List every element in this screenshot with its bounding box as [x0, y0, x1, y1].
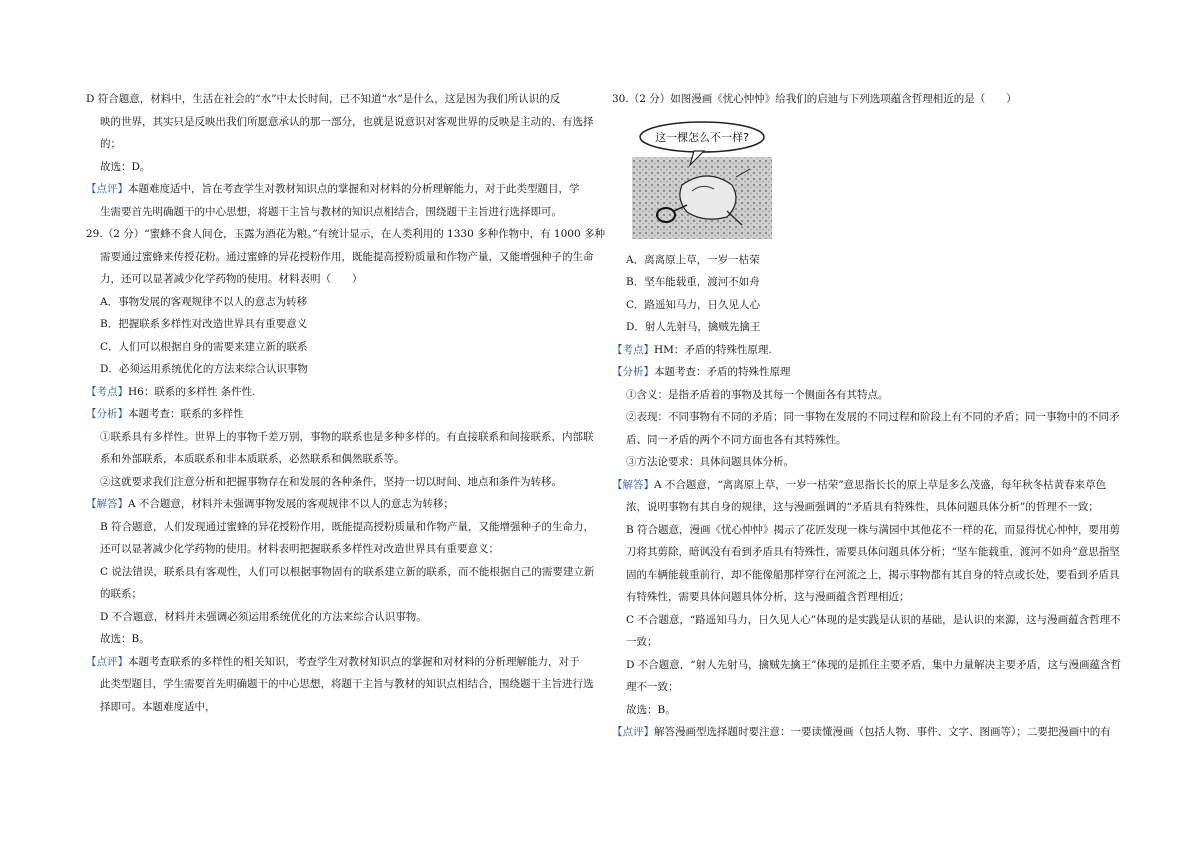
- text-line: [86, 516, 598, 539]
- line-text: 力，还可以显著减少化学药物的使用。材料表明（ ）: [100, 273, 363, 285]
- line-text: ①含义：是指矛盾着的事物及其每一个侧面各有其特点。: [626, 388, 889, 401]
- text-line: [612, 631, 1120, 654]
- text-line: [86, 156, 598, 179]
- text-line: [86, 628, 598, 651]
- line-text: 映的世界，其实只是反映出我们所愿意承认的那一部分，也就是说意识对客观世界的反映是主动的、有选择: [100, 115, 594, 128]
- text-line: [86, 223, 605, 246]
- line-text: 的；: [100, 138, 121, 150]
- section-tag: 【点评】: [86, 183, 128, 195]
- text-line: [612, 339, 1120, 362]
- text-line: [86, 111, 598, 134]
- text-line: [86, 201, 598, 224]
- line-text: 故选：D。: [100, 160, 151, 173]
- text-line: [86, 246, 598, 269]
- text-line: [86, 403, 598, 426]
- section-tag: 【分析】: [612, 366, 654, 378]
- text-line: [612, 676, 1120, 699]
- line-text: 需要通过蜜蜂来传授花粉。通过蜜蜂的异花授粉作用，既能提高授粉质量和作物产量，又能增强种子的生命: [100, 250, 594, 263]
- cartoon-caption: 这一棵怎么不一样?: [655, 130, 749, 144]
- text-line: [86, 358, 598, 381]
- line-text: 故选：B。: [100, 633, 150, 645]
- line-text: 浓，说明事物有其自身的规律，这与漫画强调的“矛盾具有特殊性，具体问题具体分析”的哲理不一致；: [626, 501, 1099, 513]
- line-text: 本题难度适中，旨在考查学生对教材知识点的掌握和对材料的分析理解能力，对于此类型题目，学: [128, 183, 580, 195]
- text-line: [86, 696, 598, 719]
- text-line: [86, 561, 598, 584]
- text-line: [86, 178, 598, 201]
- text-line: [86, 606, 598, 629]
- text-line: [612, 271, 1120, 294]
- text-line: [86, 426, 598, 449]
- text-line: [86, 291, 598, 314]
- line-text: D 符合题意，材料中，生活在社会的“水”中太长时间，已不知道“水”是什么，这是因为我们所认识的反: [86, 93, 561, 105]
- line-text: ③方法论要求：具体问题具体分析。: [626, 456, 794, 468]
- line-text: HM：矛盾的特殊性原理.: [654, 343, 772, 356]
- line-text: 的联系；: [100, 588, 142, 600]
- line-text: 解答漫画型选择题时要注意：一要读懂漫画（包括人物、事件、文字、图画等）；二要把漫画中的有: [654, 726, 1111, 738]
- line-text: A 不合题意，材料并未强调事物发展的客观规律不以人的意志为转移；: [128, 498, 454, 510]
- line-text: C．路遥知马力，日久见人心: [626, 298, 761, 311]
- text-line: [86, 336, 598, 359]
- line-text: 固的车辆能载重前行，却不能像船那样穿行在河流之上，揭示事物都有其自身的特点或长处，要看到矛盾具: [626, 568, 1120, 581]
- line-text: ②表现：不同事物有不同的矛盾；同一事物在发展的不同过程和阶段上有不同的矛盾；同一事物中的不同矛: [626, 411, 1120, 423]
- text-line: [86, 538, 598, 561]
- text-line: [612, 721, 1120, 744]
- line-text: D 不合题意，“射人先射马，擒贼先擒王”体现的是抓住主要矛盾，集中力量解决主要矛盾，这与漫画蕴含哲: [626, 658, 1121, 671]
- line-text: 刀将其剪除，暗讽没有看到矛盾具有特殊性，需要具体问题具体分析；“坚车能载重，渡河不如舟”意思指坚: [626, 546, 1120, 558]
- section-tag: 【解答】: [86, 498, 128, 510]
- line-text: 故选：B。: [626, 703, 676, 716]
- question-30-body: [612, 249, 1120, 744]
- text-line: [612, 429, 1120, 452]
- text-line: [86, 313, 598, 336]
- line-text: C 说法错误，联系具有客观性，人们可以根据事物固有的联系建立新的联系，而不能根据自己的需要建立新: [100, 565, 595, 578]
- line-text: B 符合题意，漫画《忧心忡忡》揭示了花匠发现一株与满园中其他花不一样的花，而显得忧心忡忡，要用剪: [626, 523, 1121, 536]
- line-text: B．把握联系多样性对改造世界具有重要意义: [100, 318, 308, 330]
- text-line: [86, 133, 598, 156]
- right-column: [612, 88, 1120, 744]
- line-text: 还可以显著减少化学药物的使用。材料表明把握联系多样性对改造世界具有重要意义；: [100, 543, 499, 555]
- text-line: [86, 88, 598, 111]
- line-text: 本题考查联系的多样性的相关知识，考查学生对教材知识点的掌握和对材料的分析理解能力，对于: [128, 655, 580, 668]
- text-line: [612, 384, 1120, 407]
- section-tag: 【点评】: [612, 726, 654, 738]
- text-line: [86, 583, 598, 606]
- line-text: 本题考查：矛盾的特殊性原理: [654, 366, 791, 378]
- line-text: 有特殊性，需要具体问题具体分析，这与漫画蕴含哲理相近；: [626, 591, 910, 603]
- line-text: D．射人先射马，擒贼先擒王: [626, 321, 761, 333]
- line-text: 系和外部联系，本质联系和非本质联系，必然联系和偶然联系等。: [100, 453, 405, 465]
- text-line: [612, 474, 1120, 497]
- text-line: [86, 471, 598, 494]
- text-line: [612, 564, 1120, 587]
- text-line: [86, 381, 598, 404]
- text-line: [86, 448, 598, 471]
- section-tag: 【解答】: [612, 478, 654, 491]
- text-line: [612, 316, 1120, 339]
- line-text: D．必须运用系统优化的方法来综合认识事物: [100, 363, 308, 375]
- section-tag: 【考点】: [86, 385, 128, 398]
- line-text: A．离离原上草，一岁一枯荣: [626, 253, 760, 266]
- line-text: 一致；: [626, 636, 658, 648]
- line-text: C．人们可以根据自身的需要来建立新的联系: [100, 340, 308, 353]
- line-text: B．坚车能载重，渡河不如舟: [626, 276, 760, 288]
- text-line: [612, 249, 1120, 272]
- cartoon-image: [632, 117, 772, 239]
- text-line: [612, 361, 1120, 384]
- line-text: C 不合题意，“路遥知马力，日久见人心”体现的是实践是认识的基础，是认识的来源，这与漫画蕴含哲理不: [626, 613, 1121, 626]
- line-text: ①联系具有多样性。世界上的事物千差万别，事物的联系也是多种多样的。有直接联系和间接联系，内部联: [100, 430, 594, 443]
- line-text: A 不合题意，“离离原上草，一岁一枯荣”意思指长长的原上草是多么茂盛，每年秋冬枯黄春来草色: [654, 478, 1107, 491]
- text-line: [86, 673, 598, 696]
- question-30-stem: 30.（2 分）如图漫画《忧心忡忡》给我们的启迪与下列选项蕴含哲理相近的是（ ）: [612, 93, 1017, 105]
- section-tag: 【点评】: [86, 655, 128, 668]
- line-text: 29.（2 分）“蜜蜂不食人间仓，玉露为酒花为粮。”有统计显示，在人类利用的 1330 多种作物中，有 1000 多种: [86, 228, 605, 240]
- line-text: 盾、同一矛盾的两个不同方面也各有其特殊性。: [626, 433, 847, 446]
- text-line: [612, 609, 1120, 632]
- line-text: 此类型题目，学生需要首先明确题干的中心思想，将题干主旨与教材的知识点相结合，围绕题干主旨进行选: [100, 678, 594, 690]
- text-line: [86, 268, 598, 291]
- line-text: 本题考查：联系的多样性: [128, 408, 244, 420]
- text-line: [612, 541, 1120, 564]
- line-text: A．事物发展的客观规律不以人的意志为转移: [100, 295, 308, 308]
- text-line: [612, 519, 1120, 542]
- line-text: 生需要首先明确题干的中心思想，将题干主旨与教材的知识点相结合，围绕题干主旨进行选择即可。: [100, 205, 562, 218]
- text-line: [612, 586, 1120, 609]
- text-line: [86, 651, 598, 674]
- line-text: ②这就要求我们注意分析和把握事物存在和发展的各种条件，坚持一切以时间、地点和条件为转移。: [100, 475, 562, 488]
- text-line: [612, 654, 1120, 677]
- line-text: B 符合题意，人们发现通过蜜蜂的异花授粉作用，既能提高授粉质量和作物产量，又能增强种子的生命力，: [100, 520, 595, 533]
- text-line: [612, 451, 1120, 474]
- text-line: [612, 294, 1120, 317]
- cartoon-drawing: [632, 117, 772, 239]
- left-column: [86, 88, 605, 718]
- section-tag: 【考点】: [612, 343, 654, 356]
- line-text: H6：联系的多样性 条件性.: [128, 385, 256, 398]
- section-tag: 【分析】: [86, 408, 128, 420]
- text-line: [86, 493, 598, 516]
- line-text: D 不合题意，材料并未强调必须运用系统优化的方法来综合认识事物。: [100, 610, 427, 623]
- line-text: 择即可。本题难度适中，: [100, 700, 216, 713]
- text-line: [612, 699, 1120, 722]
- text-line: [612, 496, 1120, 519]
- text-line: [612, 406, 1120, 429]
- line-text: 理不一致；: [626, 681, 679, 693]
